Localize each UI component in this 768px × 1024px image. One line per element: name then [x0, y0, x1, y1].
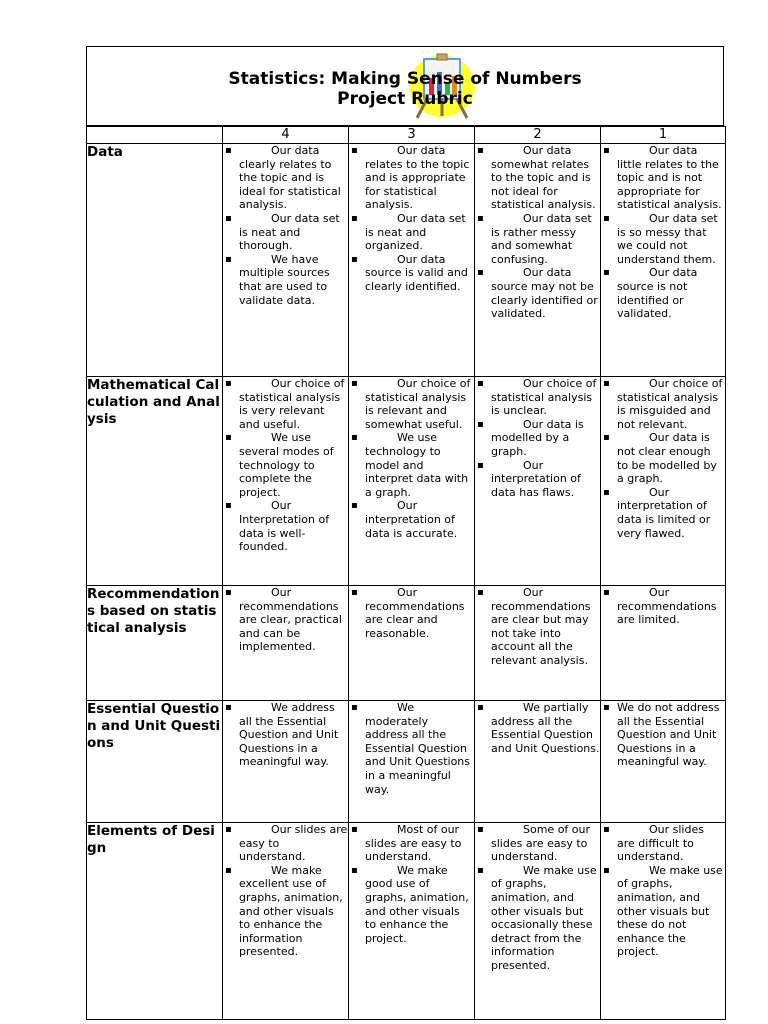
page-title: Statistics: Making Sense of Numbers	[228, 69, 582, 89]
rubric-row	[87, 823, 726, 1020]
criterion-label: Essential Question and Unit Questions	[87, 701, 223, 823]
descriptor-list	[475, 823, 600, 973]
descriptor-item: ▪ We have multiple sources that are used to validate data.	[223, 253, 348, 307]
rubric-cell	[223, 377, 349, 586]
descriptor-list	[223, 144, 348, 307]
descriptor-item: ▪ Our interpretation of data has flaws.	[475, 459, 600, 500]
descriptor-item: ▪ We make use of graphs, animation, and other visuals but occasionally these detract from the information presented.	[475, 864, 600, 973]
descriptor-item: ▪ Our interpretation of data is accurate.	[349, 499, 474, 540]
descriptor-item: ▪ Our data little relates to the topic and is not appropriate for statistical analysis.	[601, 144, 725, 212]
descriptor-list	[475, 586, 600, 668]
descriptor-list	[601, 144, 725, 321]
descriptor-item: ▪ Some of our slides are easy to understand.	[475, 823, 600, 864]
rubric-cell	[223, 823, 349, 1020]
rubric-cell	[475, 823, 601, 1020]
rubric-cell	[349, 144, 475, 377]
descriptor-list	[601, 377, 725, 540]
descriptor-item: ▪ We do not address all the Essential Question and Unit Questions in a meaningful way.	[601, 701, 725, 769]
rubric-cell	[223, 144, 349, 377]
descriptor-item: ▪ Our data is not clear enough to be modelled by a graph.	[601, 431, 725, 485]
rubric-row	[87, 377, 726, 586]
rubric-cell	[475, 144, 601, 377]
rubric-cell	[601, 144, 726, 377]
descriptor-list	[223, 586, 348, 654]
descriptor-item: ▪ Our choice of statistical analysis is unclear.	[475, 377, 600, 418]
descriptor-list	[601, 586, 725, 627]
descriptor-item: ▪ Our data clearly relates to the topic and is ideal for statistical analysis.	[223, 144, 348, 212]
descriptor-item: ▪ Our data somewhat relates to the topic and is not ideal for statistical analysis.	[475, 144, 600, 212]
descriptor-item: ▪ Our data source is not identified or validated.	[601, 266, 725, 320]
rubric-cell	[601, 586, 726, 701]
title-box	[86, 46, 724, 126]
descriptor-list	[475, 377, 600, 499]
rubric-row	[87, 586, 726, 701]
criterion-label: Recommendations based on statistical analysis	[87, 586, 223, 701]
descriptor-item: ▪ We make use of graphs, animation, and other visuals but these do not enhance the project.	[601, 864, 725, 959]
descriptor-item: ▪ Our recommendations are clear but may not take into account all the relevant analysis.	[475, 586, 600, 668]
rubric-cell	[601, 823, 726, 1020]
descriptor-list	[349, 586, 474, 640]
descriptor-item: ▪ Our slides are difficult to understand.	[601, 823, 725, 864]
level-header: 1	[601, 127, 726, 144]
descriptor-item: ▪ Our slides are easy to understand.	[223, 823, 348, 864]
descriptor-item: ▪ Our interpretation of data is limited or very flawed.	[601, 486, 725, 540]
page-subtitle: Project Rubric	[337, 89, 473, 109]
descriptor-item: ▪ Our data is modelled by a graph.	[475, 418, 600, 459]
descriptor-list	[223, 377, 348, 554]
descriptor-list	[349, 701, 474, 796]
level-header: 2	[475, 127, 601, 144]
header-corner	[87, 127, 223, 144]
rubric-cell	[349, 823, 475, 1020]
descriptor-item: ▪ We use technology to model and interpret data with a graph.	[349, 431, 474, 499]
criterion-label: Mathematical Calculation and Analysis	[87, 377, 223, 586]
rubric-cell	[349, 377, 475, 586]
descriptor-item: ▪ Our recommendations are limited.	[601, 586, 725, 627]
descriptor-item: ▪ We moderately address all the Essential Question and Unit Questions in a meaningful way.	[349, 701, 474, 796]
rubric-cell	[475, 377, 601, 586]
descriptor-item: ▪ We make good use of graphs, animation, and other visuals to enhance the project.	[349, 864, 474, 946]
rubric-table	[86, 126, 726, 1020]
criterion-label: Elements of Design	[87, 823, 223, 1020]
descriptor-item: ▪ Most of our slides are easy to understand.	[349, 823, 474, 864]
criterion-label: Data	[87, 144, 223, 377]
descriptor-item: ▪ Our data source is valid and clearly identified.	[349, 253, 474, 294]
descriptor-item: ▪ Our data relates to the topic and is appropriate for statistical analysis.	[349, 144, 474, 212]
descriptor-item: ▪ Our Interpretation of data is well-founded.	[223, 499, 348, 553]
descriptor-list	[475, 701, 600, 755]
rubric-cell	[475, 701, 601, 823]
rubric-row	[87, 701, 726, 823]
descriptor-list	[349, 823, 474, 945]
descriptor-item: ▪ Our choice of statistical analysis is relevant and somewhat useful.	[349, 377, 474, 431]
descriptor-item: ▪ We use several modes of technology to complete the project.	[223, 431, 348, 499]
descriptor-list	[475, 144, 600, 321]
rubric-body	[87, 144, 726, 1020]
rubric-cell	[601, 377, 726, 586]
level-header: 4	[223, 127, 349, 144]
descriptor-item: ▪ Our data set is rather messy and somewhat confusing.	[475, 212, 600, 266]
level-header: 3	[349, 127, 475, 144]
descriptor-item: ▪ Our data set is neat and thorough.	[223, 212, 348, 253]
descriptor-item: ▪ We make excellent use of graphs, animation, and other visuals to enhance the information presented.	[223, 864, 348, 959]
descriptor-list	[601, 701, 725, 769]
descriptor-list	[223, 823, 348, 959]
descriptor-item: ▪ Our data source may not be clearly identified or validated.	[475, 266, 600, 320]
descriptor-list	[223, 701, 348, 769]
descriptor-item: ▪ Our choice of statistical analysis is misguided and not relevant.	[601, 377, 725, 431]
rubric-row	[87, 144, 726, 377]
descriptor-item: ▪ Our recommendations are clear, practical and can be implemented.	[223, 586, 348, 654]
rubric-cell	[223, 586, 349, 701]
descriptor-item: ▪ Our choice of statistical analysis is very relevant and useful.	[223, 377, 348, 431]
descriptor-item: ▪ We partially address all the Essential Question and Unit Questions.	[475, 701, 600, 755]
header-row	[87, 127, 726, 144]
descriptor-list	[601, 823, 725, 959]
descriptor-list	[349, 377, 474, 540]
rubric-cell	[349, 701, 475, 823]
descriptor-item: ▪ Our data set is neat and organized.	[349, 212, 474, 253]
descriptor-item: ▪ We address all the Essential Question and Unit Questions in a meaningful way.	[223, 701, 348, 769]
rubric-cell	[601, 701, 726, 823]
descriptor-list	[349, 144, 474, 294]
descriptor-item: ▪ Our recommendations are clear and reasonable.	[349, 586, 474, 640]
descriptor-item: ▪ Our data set is so messy that we could not understand them.	[601, 212, 725, 266]
rubric-cell	[475, 586, 601, 701]
rubric-cell	[349, 586, 475, 701]
rubric-cell	[223, 701, 349, 823]
